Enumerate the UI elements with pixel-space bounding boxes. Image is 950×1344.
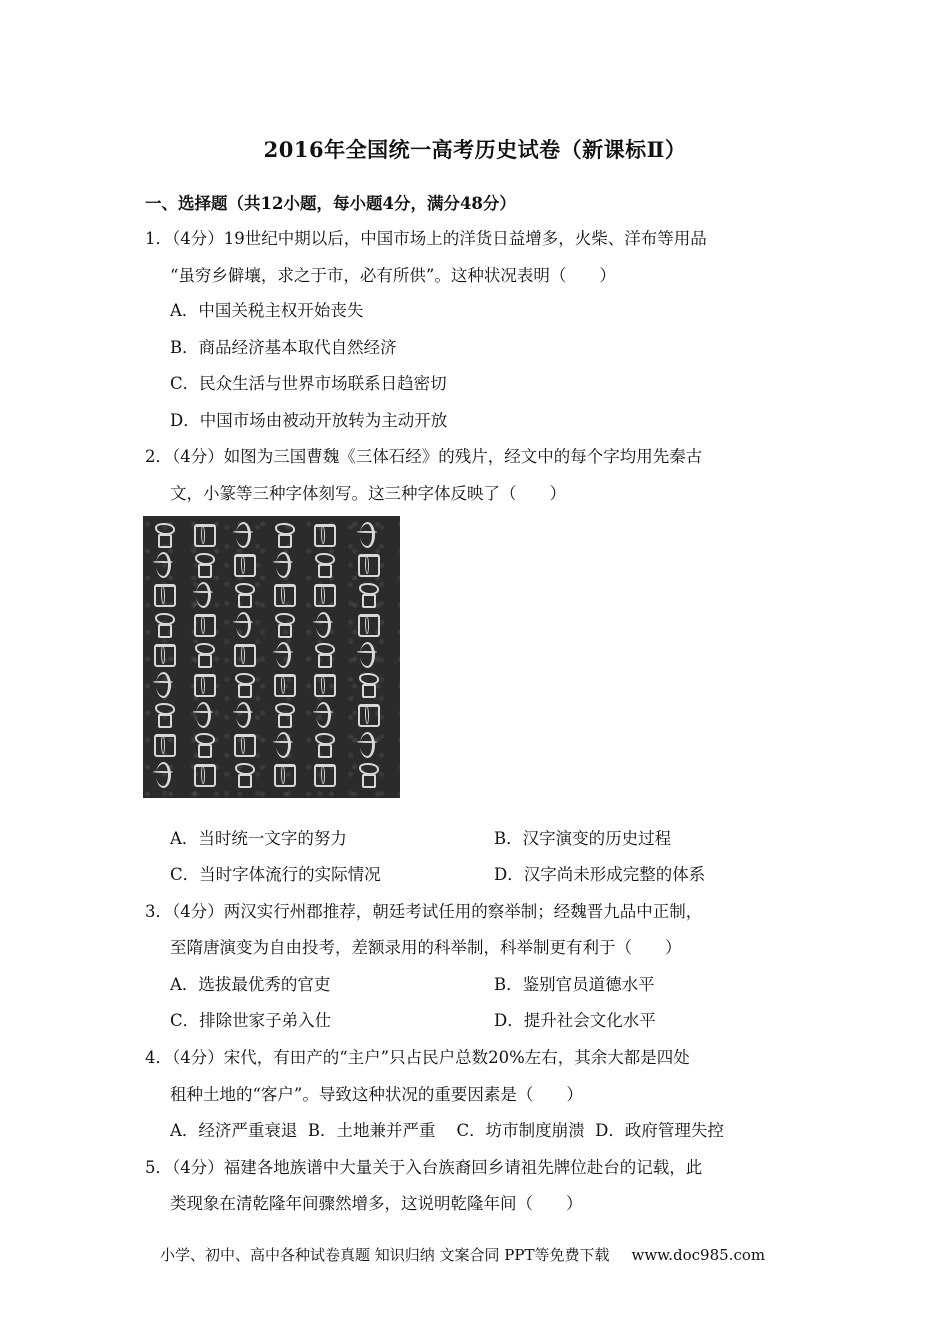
footer-text: 小学、初中、高中各种试卷真题 知识归纳 文案合同 PPT等免费下载 (160, 1246, 610, 1264)
question-5-line-2: 类现象在清乾隆年间骤然增多，这说明乾隆年间（ ） (170, 1194, 583, 1213)
question-1-option-d: D．中国市场由被动开放转为主动开放 (170, 411, 448, 430)
question-3-option-d: D．提升社会文化水平 (494, 1011, 656, 1030)
question-1-option-b: B．商品经济基本取代自然经济 (170, 338, 397, 357)
question-1-option-c: C．民众生活与世界市场联系日趋密切 (170, 374, 447, 393)
page-title: 2016年全国统一高考历史试卷（新课标Ⅱ） (263, 137, 687, 162)
section-title: 一、选择题（共12小题，每小题4分，满分48分） (145, 194, 516, 213)
question-4-line-2: 租种土地的“客户”。导致这种状况的重要因素是（ ） (170, 1085, 583, 1104)
stone-classics-rubbing-image (143, 516, 400, 798)
question-3-line-1: 3．（4分）两汉实行州郡推荐，朝廷考试任用的察举制；经魏晋九品中正制， (145, 902, 703, 921)
question-1-line-1: 1．（4分）19世纪中期以后，中国市场上的洋货日益增多，火柴、洋布等用品 (145, 229, 707, 248)
question-3-option-b: B．鉴别官员道德水平 (494, 975, 655, 994)
page-footer (160, 1244, 765, 1265)
question-2-line-2: 文，小篆等三种字体刻写。这三种字体反映了（ ） (170, 484, 566, 503)
question-3-line-2: 至隋唐演变为自由投考，差额录用的科举制，科举制更有利于（ ） (170, 938, 682, 957)
question-1-option-a: A．中国关税主权开始丧失 (170, 301, 364, 320)
question-1-line-2: “虽穷乡僻壤，求之于市，必有所供”。这种状况表明（ ） (170, 266, 616, 285)
question-2-option-a: A．当时统一文字的努力 (170, 829, 347, 848)
question-2-line-1: 2．（4分）如图为三国曹魏《三体石经》的残片，经文中的每个字均用先秦古 (145, 447, 703, 466)
question-5-line-1: 5．（4分）福建各地族谱中大量关于入台族裔回乡请祖先牌位赴台的记载，此 (145, 1158, 703, 1177)
question-4-line-1: 4．（4分）宋代，有田产的“主户”只占民户总数20%左右，其余大都是四处 (145, 1048, 690, 1067)
question-3-option-a: A．选拔最优秀的官吏 (170, 975, 331, 994)
footer-link[interactable]: www.doc985.com (631, 1246, 766, 1264)
question-2-option-c: C．当时字体流行的实际情况 (170, 865, 381, 884)
question-2-option-d: D．汉字尚未形成完整的体系 (494, 865, 706, 884)
question-2-option-b: B．汉字演变的历史过程 (494, 829, 672, 848)
question-3-option-c: C．排除世家子弟入仕 (170, 1011, 332, 1030)
question-4-options: A．经济严重衰退 B．土地兼并严重 C．坊市制度崩溃 D．政府管理失控 (170, 1121, 724, 1140)
